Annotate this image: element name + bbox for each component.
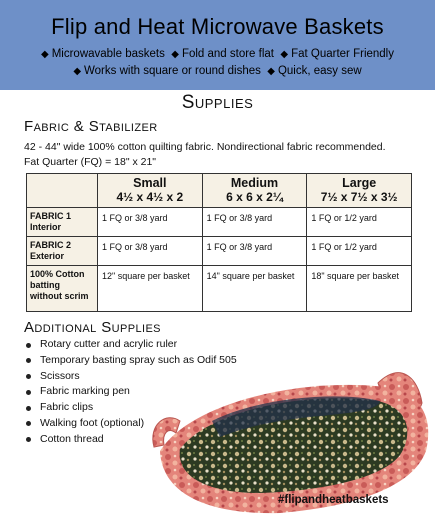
list-item: Fabric clips: [26, 400, 237, 416]
additional-supplies-heading: Additional Supplies: [24, 319, 161, 336]
bullet-icon: [26, 437, 31, 442]
list-item: Walking foot (optional): [26, 416, 237, 432]
list-item: Scissors: [26, 369, 237, 385]
hashtag: #flipandheatbaskets: [278, 494, 389, 506]
supplies-heading: Supplies: [181, 92, 254, 113]
table-cell: 1 FQ or 1/2 yard: [307, 208, 412, 237]
table-cell: 14" square per basket: [202, 266, 307, 312]
table-cell: 18" square per basket: [307, 266, 412, 312]
bullet-icon: [26, 390, 31, 395]
feature-item: ◆ Works with square or round dishes: [73, 65, 261, 77]
features-line-1: [0, 46, 435, 63]
fabric-table: [26, 173, 412, 312]
bullet-icon: [26, 421, 31, 426]
row-header: 100% Cotton batting without scrim: [27, 266, 98, 312]
header-banner: [0, 0, 435, 90]
list-item: Rotary cutter and acrylic ruler: [26, 337, 237, 353]
table-cell: 12" square per basket: [98, 266, 203, 312]
feature-item: ◆ Microwavable baskets: [41, 48, 165, 60]
bullet-icon: [26, 406, 31, 411]
column-header-medium: Medium 6 x 6 x 2¼: [202, 174, 307, 208]
table-cell: 1 FQ or 1/2 yard: [307, 237, 412, 266]
column-header-small: Small 4½ x 4½ x 2: [98, 174, 203, 208]
column-header-large: Large 7½ x 7½ x 3½: [307, 174, 412, 208]
list-item: Fabric marking pen: [26, 384, 237, 400]
list-item: Cotton thread: [26, 432, 237, 448]
row-header: FABRIC 2 Exterior: [27, 237, 98, 266]
feature-item: ◆ Fold and store flat: [171, 48, 274, 60]
diamond-bullet-icon: ◆: [171, 49, 179, 60]
table-row: [27, 208, 412, 237]
bullet-icon: [26, 343, 31, 348]
diamond-bullet-icon: ◆: [41, 49, 49, 60]
diamond-bullet-icon: ◆: [280, 49, 289, 60]
table-cell: 1 FQ or 3/8 yard: [98, 208, 203, 237]
table-cell: 1 FQ or 3/8 yard: [98, 237, 203, 266]
table-cell: 1 FQ or 3/8 yard: [202, 208, 307, 237]
feature-item: ◆ Fat Quarter Friendly: [280, 48, 394, 60]
basket-photo: [150, 355, 435, 517]
row-header: FABRIC 1 Interior: [27, 208, 98, 237]
fabric-section-heading: Fabric & Stabilizer: [24, 118, 158, 135]
feature-item: ◆ Quick, easy sew: [267, 65, 362, 77]
bullet-icon: [26, 374, 31, 379]
table-row: [27, 237, 412, 266]
fabric-description: [24, 140, 386, 170]
table-corner-cell: [27, 174, 98, 208]
bullet-icon: [26, 358, 31, 363]
diamond-bullet-icon: ◆: [267, 66, 275, 77]
table-row: [27, 266, 412, 312]
diamond-bullet-icon: ◆: [73, 66, 82, 77]
table-cell: 1 FQ or 3/8 yard: [202, 237, 307, 266]
fat-quarter-note: Fat Quarter (FQ) = 18" x 21": [24, 156, 157, 168]
table-header-row: [27, 174, 412, 208]
list-item: Temporary basting spray such as Odif 505: [26, 353, 237, 369]
page-title: Flip and Heat Microwave Baskets: [51, 14, 384, 39]
features-line-2: [0, 63, 435, 80]
fabric-description-line: 42 - 44" wide 100% cotton quilting fabric. Nondirectional fabric recommended.: [24, 141, 386, 153]
